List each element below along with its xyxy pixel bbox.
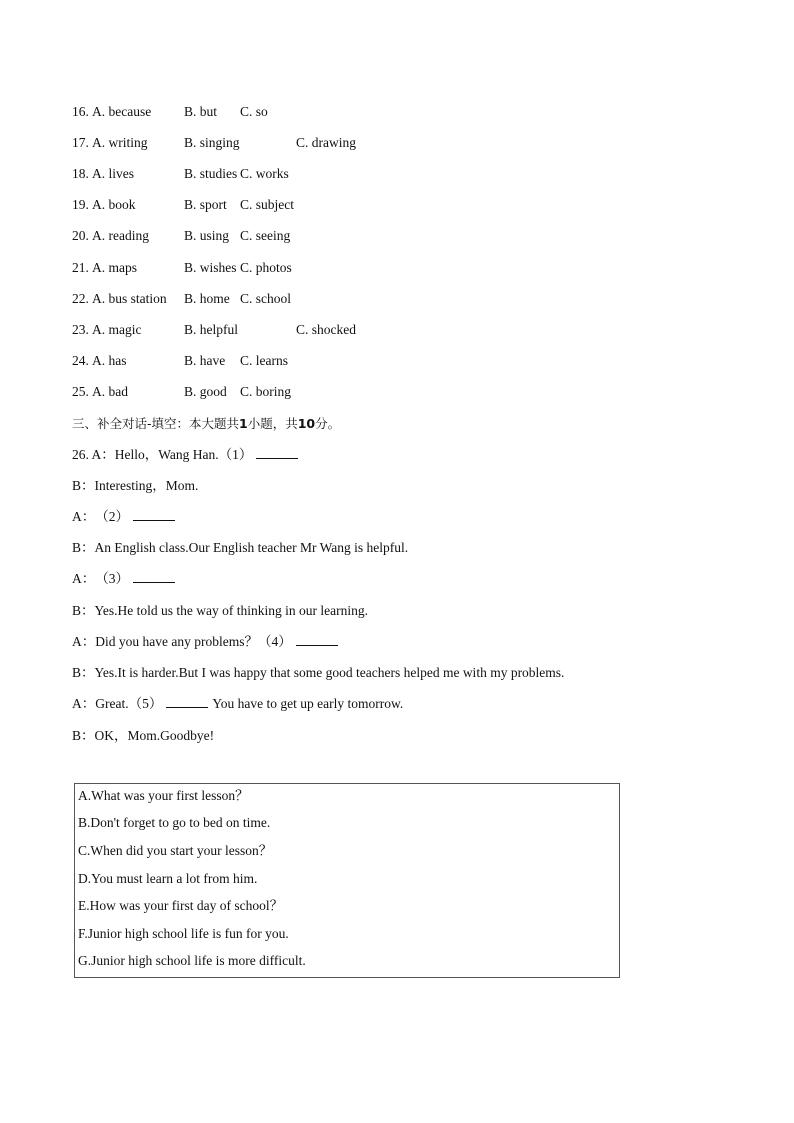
speaker-label: B： (72, 603, 95, 618)
speaker-label: B： (72, 540, 95, 555)
option-c: C. photos (240, 260, 292, 275)
dialogue-text: Interesting，Mom. (94, 478, 199, 493)
option-c: C. so (240, 104, 268, 119)
option-b: B. but (184, 104, 218, 119)
dialogue-text: An English class.Our English teacher Mr Wang is helpful. (94, 540, 409, 555)
answer-blank-5[interactable] (166, 695, 208, 708)
question-count: 1 (239, 416, 248, 431)
speaker-label: B： (72, 728, 95, 743)
dialogue-line-8 (72, 664, 564, 682)
question-16 (72, 103, 268, 121)
section-heading-mid: 小题，共 (247, 416, 298, 431)
question-number: 17. (72, 135, 89, 150)
speaker-label: A： (72, 634, 96, 649)
dialogue-text: Yes.It is harder.But I was happy that some good teachers helped me with my problems. (94, 665, 565, 680)
section-heading-suffix: 分。 (315, 416, 341, 431)
option-a: A. because (92, 104, 152, 119)
dialogue-text-after: You have to get up early tomorrow. (212, 696, 404, 711)
dialogue-text: Did you have any problems？（4） (95, 634, 292, 649)
option-a: A. lives (92, 166, 134, 181)
option-b: B. home (184, 291, 230, 306)
question-number: 22. (72, 291, 89, 306)
option-c: C. drawing (296, 135, 356, 150)
question-number: 24. (72, 353, 89, 368)
answer-option-g: G.Junior high school life is more difficult. (78, 953, 306, 968)
answer-blank-1[interactable] (256, 446, 298, 459)
option-c: C. works (240, 166, 289, 181)
speaker-label: A： (72, 571, 96, 586)
section-heading (72, 415, 340, 433)
option-b: B. wishes (184, 260, 237, 275)
option-c: C. school (240, 291, 292, 306)
speaker-label: A： (72, 509, 96, 524)
question-22 (72, 290, 292, 308)
speaker-label: B： (72, 665, 95, 680)
option-b: B. have (184, 353, 226, 368)
question-18 (72, 165, 289, 183)
answer-option-b: B.Don't forget to go to bed on time. (78, 815, 271, 830)
dialogue-text: （3） (95, 571, 129, 586)
option-c: C. subject (240, 197, 294, 212)
dialogue-text: OK，Mom.Goodbye! (94, 728, 215, 743)
question-21 (72, 259, 292, 277)
question-number: 16. (72, 104, 89, 119)
dialogue-line-4 (72, 539, 408, 557)
answer-blank-3[interactable] (133, 570, 175, 583)
section-heading-prefix: 三、补全对话-填空：本大题共 (72, 416, 240, 431)
option-a: A. writing (92, 135, 148, 150)
dialogue-line-7 (72, 633, 338, 651)
dialogue-line-1 (72, 446, 298, 464)
speaker-label: B： (72, 478, 95, 493)
dialogue-text: Yes.He told us the way of thinking in our learning. (94, 603, 368, 618)
option-a: A. has (92, 353, 127, 368)
answer-blank-4[interactable] (296, 633, 338, 646)
question-20 (72, 227, 291, 245)
question-number: 19. (72, 197, 89, 212)
option-c: C. seeing (240, 228, 291, 243)
answer-blank-2[interactable] (133, 508, 175, 521)
speaker-label: A： (72, 696, 96, 711)
question-number: 20. (72, 228, 89, 243)
dialogue-line-5 (72, 570, 175, 588)
option-b: B. sport (184, 197, 227, 212)
question-19 (72, 196, 294, 214)
question-number: 21. (72, 260, 89, 275)
question-number: 18. (72, 166, 89, 181)
dialogue-line-9 (72, 695, 403, 713)
option-a: A. maps (92, 260, 137, 275)
dialogue-text: Hello，Wang Han.（1） (114, 447, 253, 462)
dialogue-text: Great.（5） (95, 696, 163, 711)
option-b: B. using (184, 228, 230, 243)
option-a: A. bad (92, 384, 128, 399)
option-b: B. helpful (184, 322, 238, 337)
answer-option-a: A.What was your first lesson？ (78, 788, 249, 803)
option-b: B. good (184, 384, 227, 399)
points-value: 10 (297, 416, 316, 431)
answer-options-box (74, 783, 620, 978)
option-b: B. singing (184, 135, 240, 150)
dialogue-line-3 (72, 508, 175, 526)
dialogue-line-10 (72, 727, 214, 745)
answer-option-d: D.You must learn a lot from him. (78, 871, 258, 886)
dialogue-line-2 (72, 477, 198, 495)
dialogue-text: （2） (95, 509, 129, 524)
question-25 (72, 383, 292, 401)
speaker-label: 26. A： (72, 447, 115, 462)
option-b: B. studies (184, 166, 238, 181)
option-c: C. boring (240, 384, 292, 399)
dialogue-line-6 (72, 602, 368, 620)
question-number: 23. (72, 322, 89, 337)
answer-option-c: C.When did you start your lesson？ (78, 843, 273, 858)
answer-option-e: E.How was your first day of school？ (78, 898, 284, 913)
question-17 (72, 134, 356, 152)
option-c: C. learns (240, 353, 288, 368)
answer-option-f: F.Junior high school life is fun for you. (78, 926, 289, 941)
question-24 (72, 352, 288, 370)
option-c: C. shocked (296, 322, 356, 337)
question-23 (72, 321, 356, 339)
question-number: 25. (72, 384, 89, 399)
option-a: A. book (92, 197, 136, 212)
option-a: A. bus station (92, 291, 167, 306)
option-a: A. magic (92, 322, 142, 337)
option-a: A. reading (92, 228, 149, 243)
